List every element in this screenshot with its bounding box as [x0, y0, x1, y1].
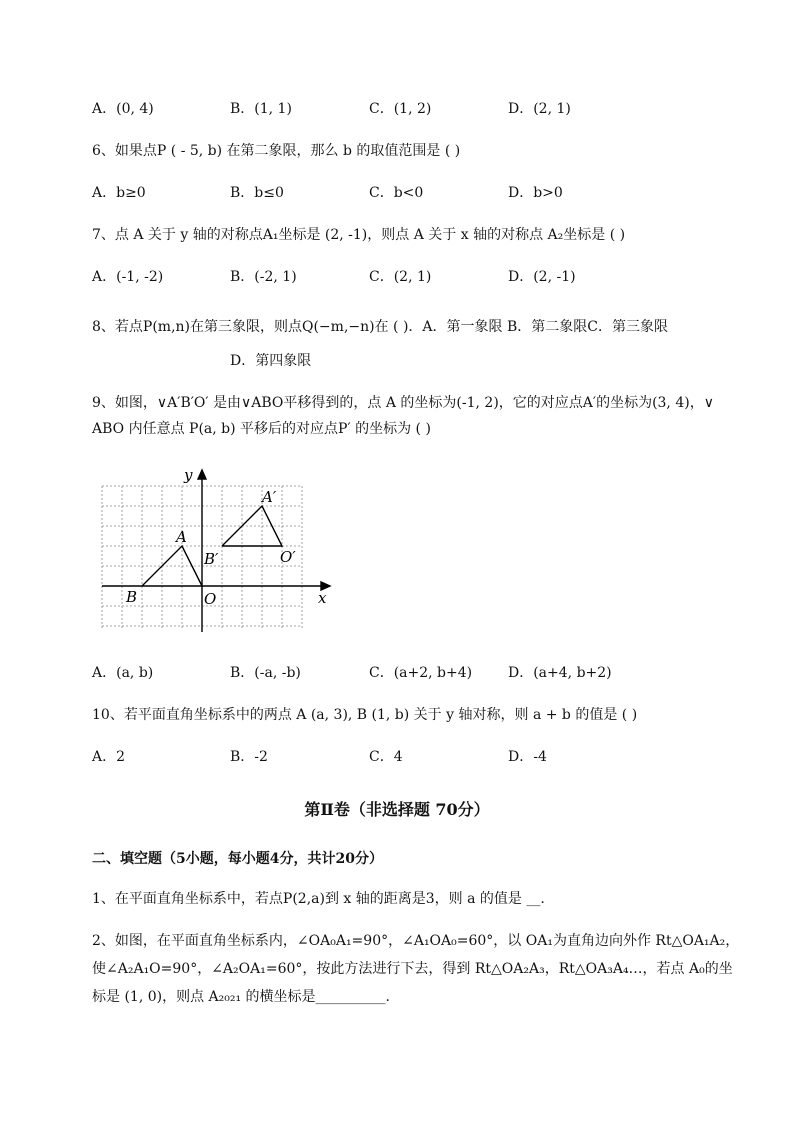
q6-option-b: B．b≤0: [230, 185, 284, 201]
q8-stem: 8、若点P(m,n)在第三象限，则点Q(−m,−n)在 ( )．A．第一象限 B．第二象限C．第三象限: [92, 319, 668, 335]
fill2-line2: 使∠A₂A₁O=90°，∠A₂OA₁=60°，按此方法进行下去，得到 Rt△OA₂A₃，Rt△OA₃A₄…，若点 A₀的坐: [92, 961, 733, 977]
q7-option-c: C．(2, 1): [369, 269, 432, 285]
q5-option-a: A．(0, 4): [92, 101, 154, 117]
q9-stem-line1: 9、如图，∨A′B′O′ 是由∨ABO平移得到的，点 A 的坐标为(-1, 2)，它的对应点A′的坐标为(3, 4)，∨: [92, 395, 714, 411]
fill1-stem: 1、在平面直角坐标系中，若点P(2,a)到 x 轴的距离是3，则 a 的值是 __.: [92, 891, 545, 907]
q9-option-a: A．(a, b): [92, 665, 154, 681]
q6-option-a: A．b≥0: [92, 185, 146, 201]
q10-option-a: A．2: [92, 749, 126, 765]
q7-option-a: A．(-1, -2): [92, 269, 164, 285]
q6-option-d: D．b>0: [508, 185, 563, 201]
q5-option-d: D．(2, 1): [508, 101, 571, 117]
fill2-line1: 2、如图，在平面直角坐标系内，∠OA₀A₁=90°，∠A₁OA₀=60°，以 OA₁为直角边向外作 Rt△OA₁A₂，: [92, 933, 740, 949]
axis-label-y: y: [184, 466, 193, 484]
q9-option-c: C．(a+2, b+4): [369, 665, 473, 681]
q7-stem: 7、点 A 关于 y 轴的对称点A₁坐标是 (2, -1)，则点 A 关于 x 轴的对称点 A₂坐标是 ( ): [92, 227, 626, 243]
point-label-o-prime: O′: [280, 548, 296, 566]
part2-title: 第Ⅱ卷（非选择题 70分）: [304, 800, 490, 819]
q10-option-b: B．-2: [230, 749, 268, 765]
q10-option-c: C．4: [369, 749, 403, 765]
point-label-a: A: [176, 528, 187, 546]
q5-option-b: B．(1, 1): [230, 101, 292, 117]
q10-option-d: D．-4: [508, 749, 547, 765]
q10-stem: 10、若平面直角坐标系中的两点 A (a, 3), B (1, b) 关于 y 轴对称，则 a + b 的值是 ( ): [92, 707, 638, 723]
q6-stem: 6、如果点P ( - 5, b) 在第二象限，那么 b 的取值范围是 ( ): [92, 143, 461, 159]
fill2-line3: 标是 (1, 0)，则点 A₂₀₂₁ 的横坐标是__________.: [92, 989, 390, 1005]
point-label-a-prime: A′: [262, 488, 277, 506]
q7-option-b: B．(-2, 1): [230, 269, 297, 285]
point-label-o: O: [204, 590, 217, 608]
point-label-b: B: [126, 588, 138, 606]
q9-option-b: B．(-a, -b): [230, 665, 301, 681]
q7-option-d: D．(2, -1): [508, 269, 576, 285]
axis-label-x: x: [318, 589, 327, 607]
q5-option-c: C．(1, 2): [369, 101, 432, 117]
q8-option-d: D．第四象限: [230, 353, 312, 369]
point-label-b-prime: B′: [204, 550, 219, 568]
q9-stem-line2: ABO 内任意点 P(a, b) 平移后的对应点P′ 的坐标为 ( ): [92, 421, 431, 437]
q9-coordinate-figure: [96, 462, 336, 634]
section2-title: 二、填空题（5小题，每小题4分，共计20分）: [92, 851, 383, 867]
q6-option-c: C．b<0: [369, 185, 424, 201]
q9-option-d: D．(a+4, b+2): [508, 665, 612, 681]
